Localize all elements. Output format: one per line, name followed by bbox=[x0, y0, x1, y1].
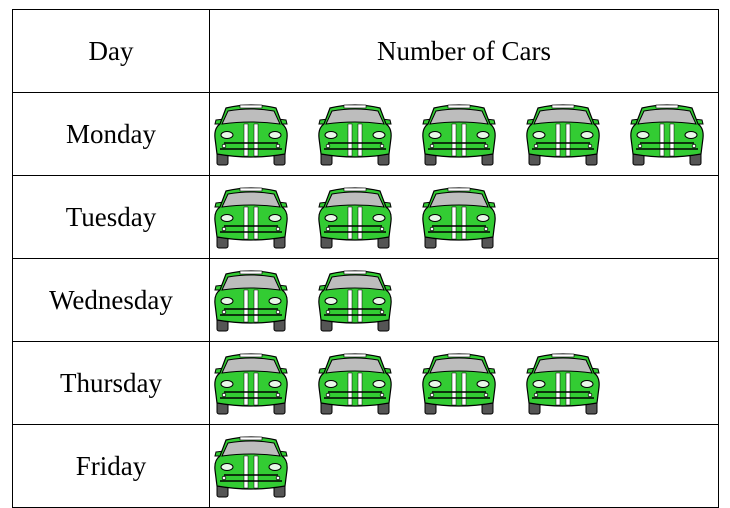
car-icon bbox=[522, 351, 604, 415]
day-label: Wednesday bbox=[13, 259, 210, 342]
pictograph-table bbox=[12, 9, 719, 508]
day-label: Thursday bbox=[13, 342, 210, 425]
car-icons-row bbox=[210, 268, 718, 332]
car-icons-row bbox=[210, 351, 718, 415]
table-row bbox=[13, 342, 719, 425]
car-icons-row bbox=[210, 185, 718, 249]
day-label: Monday bbox=[13, 93, 210, 176]
header-day: Day bbox=[13, 10, 210, 93]
car-icon bbox=[210, 351, 292, 415]
cars-cell bbox=[210, 425, 719, 508]
car-icon bbox=[626, 102, 708, 166]
car-icon bbox=[210, 102, 292, 166]
car-icon bbox=[210, 434, 292, 498]
car-icon bbox=[418, 185, 500, 249]
car-icons-row bbox=[210, 434, 718, 498]
header-row bbox=[13, 10, 719, 93]
table-row bbox=[13, 176, 719, 259]
car-icon bbox=[210, 185, 292, 249]
table-row bbox=[13, 93, 719, 176]
table-row bbox=[13, 259, 719, 342]
cars-cell bbox=[210, 93, 719, 176]
car-icon bbox=[314, 185, 396, 249]
car-icon bbox=[314, 102, 396, 166]
car-icon bbox=[418, 351, 500, 415]
day-label: Friday bbox=[13, 425, 210, 508]
cars-cell bbox=[210, 342, 719, 425]
car-icon bbox=[210, 268, 292, 332]
day-label: Tuesday bbox=[13, 176, 210, 259]
car-icon bbox=[314, 268, 396, 332]
table-body bbox=[13, 93, 719, 508]
cars-cell bbox=[210, 176, 719, 259]
cars-cell bbox=[210, 259, 719, 342]
car-icon bbox=[418, 102, 500, 166]
header-number-of-cars: Number of Cars bbox=[210, 10, 719, 93]
table-row bbox=[13, 425, 719, 508]
car-icon bbox=[314, 351, 396, 415]
car-icons-row bbox=[210, 102, 718, 166]
car-icon bbox=[522, 102, 604, 166]
